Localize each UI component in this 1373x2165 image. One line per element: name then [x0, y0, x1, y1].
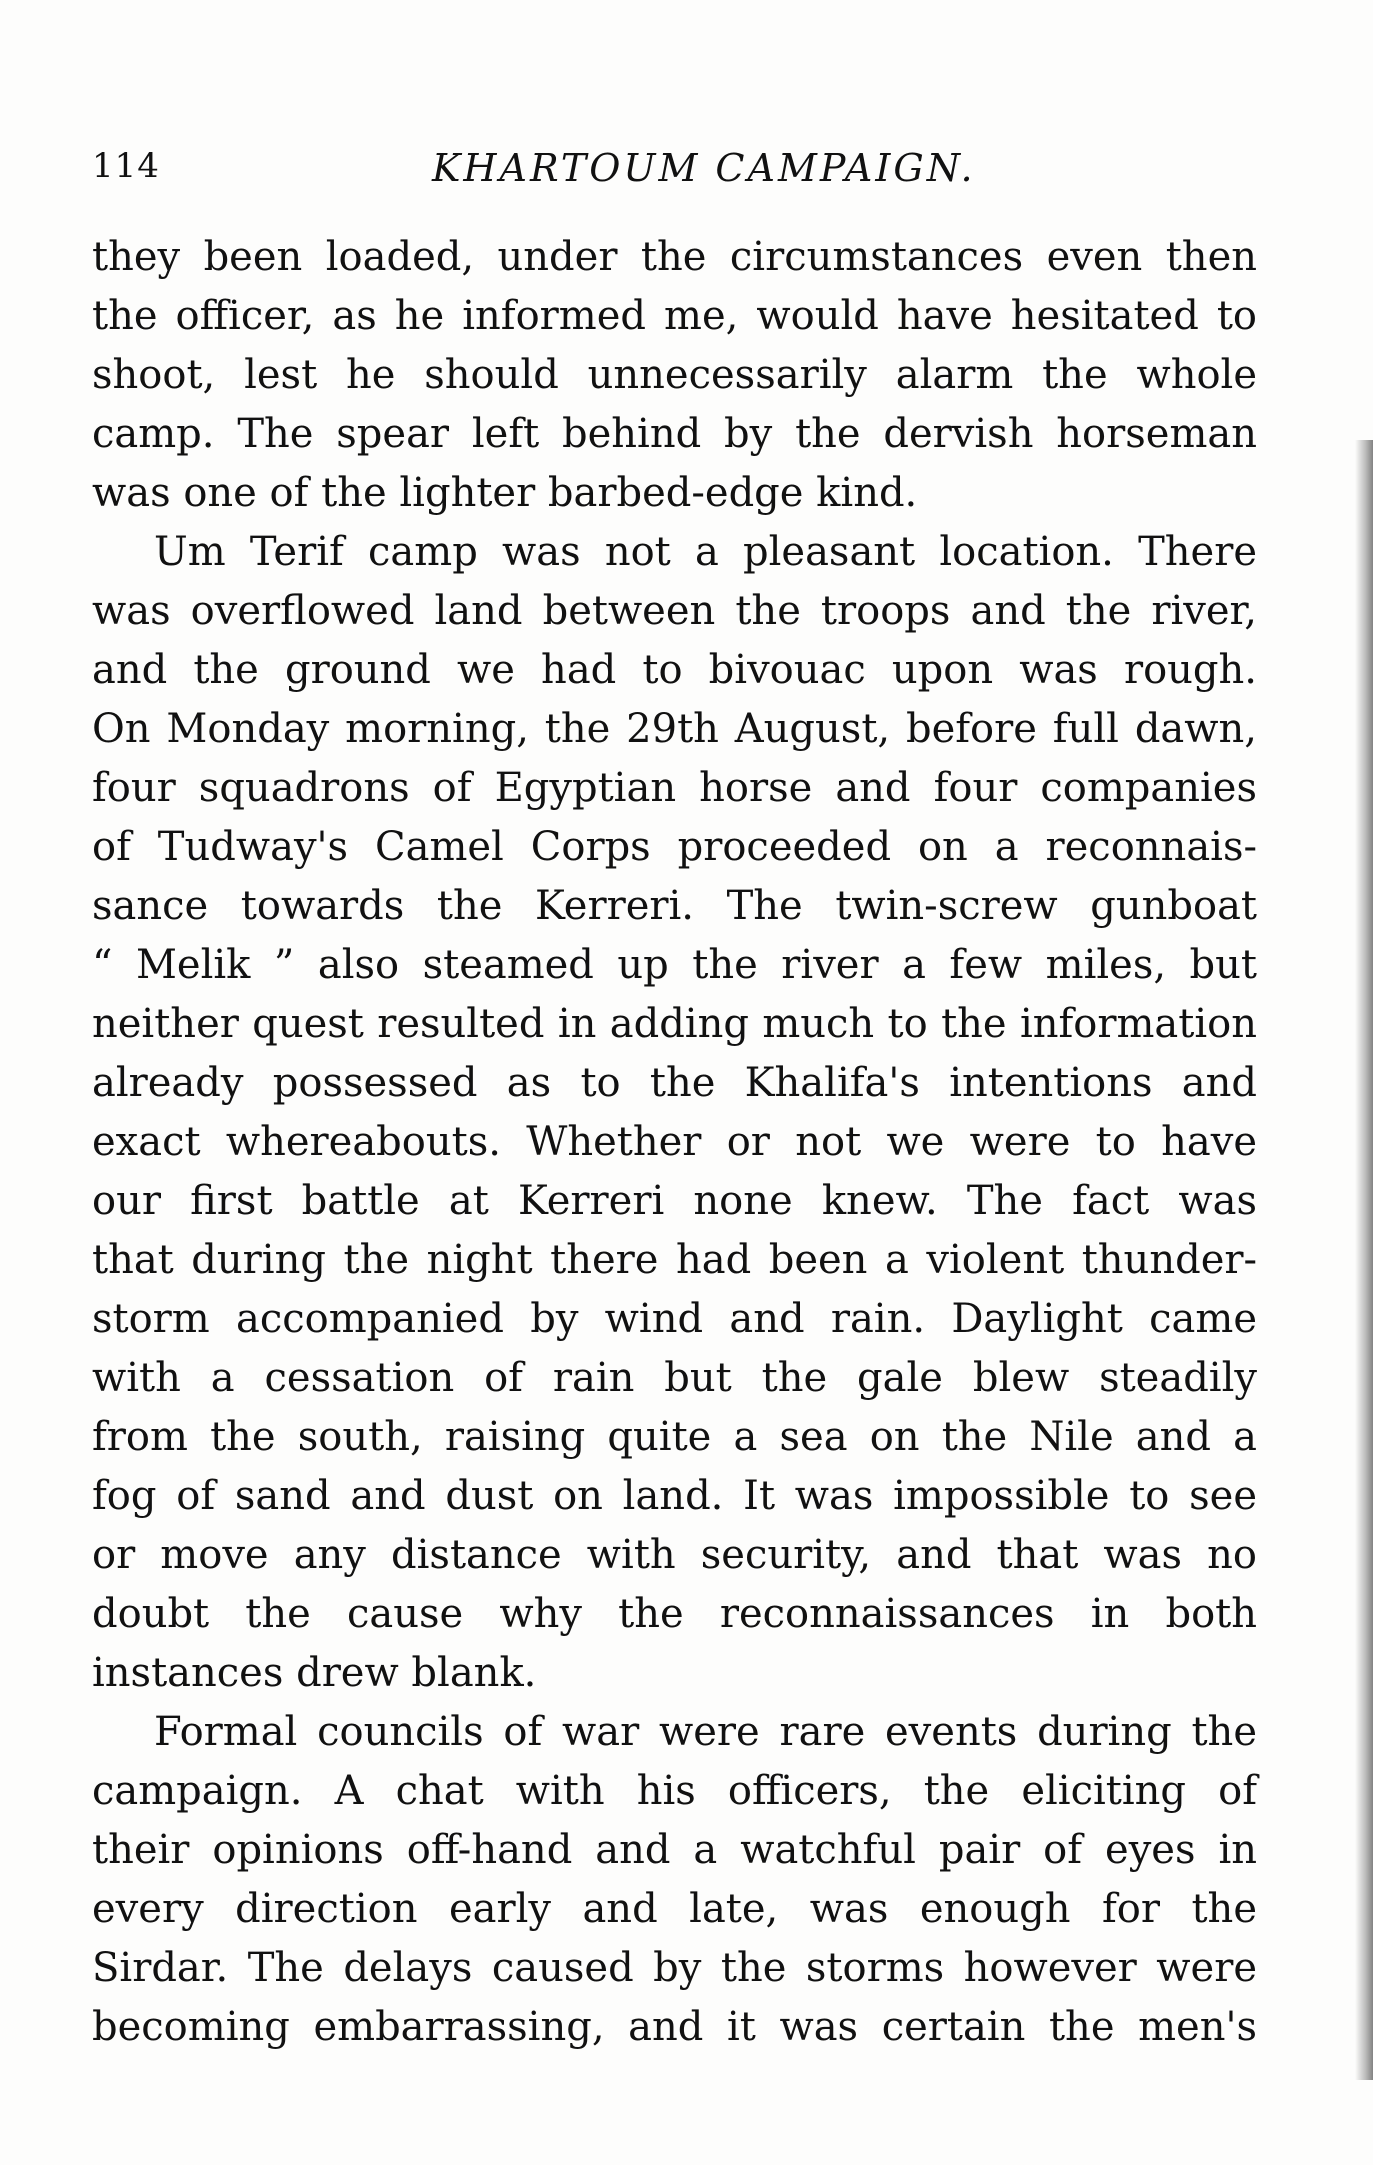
- body-text: [92, 228, 1257, 2057]
- text-line: Formal councils of war were rare events during the: [154, 1709, 1257, 1755]
- text-line: already possessed as to the Khalifa's intentions and: [92, 1060, 1257, 1106]
- running-title: KHARTOUM CAMPAIGN.: [432, 146, 976, 190]
- text-line: was one of the lighter barbed-edge kind.: [92, 470, 918, 516]
- text-line: Um Terif camp was not a pleasant location. There: [154, 529, 1257, 575]
- text-line: every direction early and late, was enough for the: [92, 1886, 1257, 1932]
- text-line: with a cessation of rain but the gale blew steadily: [92, 1355, 1257, 1401]
- text-line: Sirdar. The delays caused by the storms however were: [92, 1945, 1257, 1991]
- page-header: [92, 146, 1252, 206]
- page-number: 114: [92, 146, 160, 186]
- page-edge-shadow: [1355, 440, 1373, 2080]
- text-line: four squadrons of Egyptian horse and four companies: [92, 765, 1257, 811]
- text-line: camp. The spear left behind by the dervish horseman: [92, 411, 1257, 457]
- text-line: sance towards the Kerreri. The twin-screw gunboat: [92, 883, 1257, 929]
- text-line: becoming embarrassing, and it was certain the men's: [92, 2004, 1257, 2050]
- text-line: was overflowed land between the troops and the river,: [92, 588, 1257, 634]
- text-line: storm accompanied by wind and rain. Daylight came: [92, 1296, 1257, 1342]
- text-line: doubt the cause why the reconnaissances in both: [92, 1591, 1257, 1637]
- text-line: the officer, as he informed me, would have hesitated to: [92, 293, 1257, 339]
- text-line: of Tudway's Camel Corps proceeded on a reconnais-: [92, 824, 1257, 870]
- text-line: our first battle at Kerreri none knew. The fact was: [92, 1178, 1257, 1224]
- text-line: from the south, raising quite a sea on the Nile and a: [92, 1414, 1257, 1460]
- text-line: their opinions off-hand and a watchful pair of eyes in: [92, 1827, 1257, 1873]
- text-line: exact whereabouts. Whether or not we were to have: [92, 1119, 1257, 1165]
- text-line: that during the night there had been a violent thunder-: [92, 1237, 1257, 1283]
- text-line: fog of sand and dust on land. It was impossible to see: [92, 1473, 1257, 1519]
- text-line: shoot, lest he should unnecessarily alarm the whole: [92, 352, 1257, 398]
- text-line: or move any distance with security, and that was no: [92, 1532, 1257, 1578]
- text-line: neither quest resulted in adding much to the information: [92, 1001, 1257, 1047]
- text-line: “ Melik ” also steamed up the river a few miles, but: [92, 942, 1257, 988]
- text-line: and the ground we had to bivouac upon was rough.: [92, 647, 1257, 693]
- text-line: they been loaded, under the circumstances even then: [92, 234, 1257, 280]
- text-line: On Monday morning, the 29th August, before full dawn,: [92, 706, 1257, 752]
- text-line: instances drew blank.: [92, 1650, 537, 1696]
- text-line: campaign. A chat with his officers, the eliciting of: [92, 1768, 1257, 1814]
